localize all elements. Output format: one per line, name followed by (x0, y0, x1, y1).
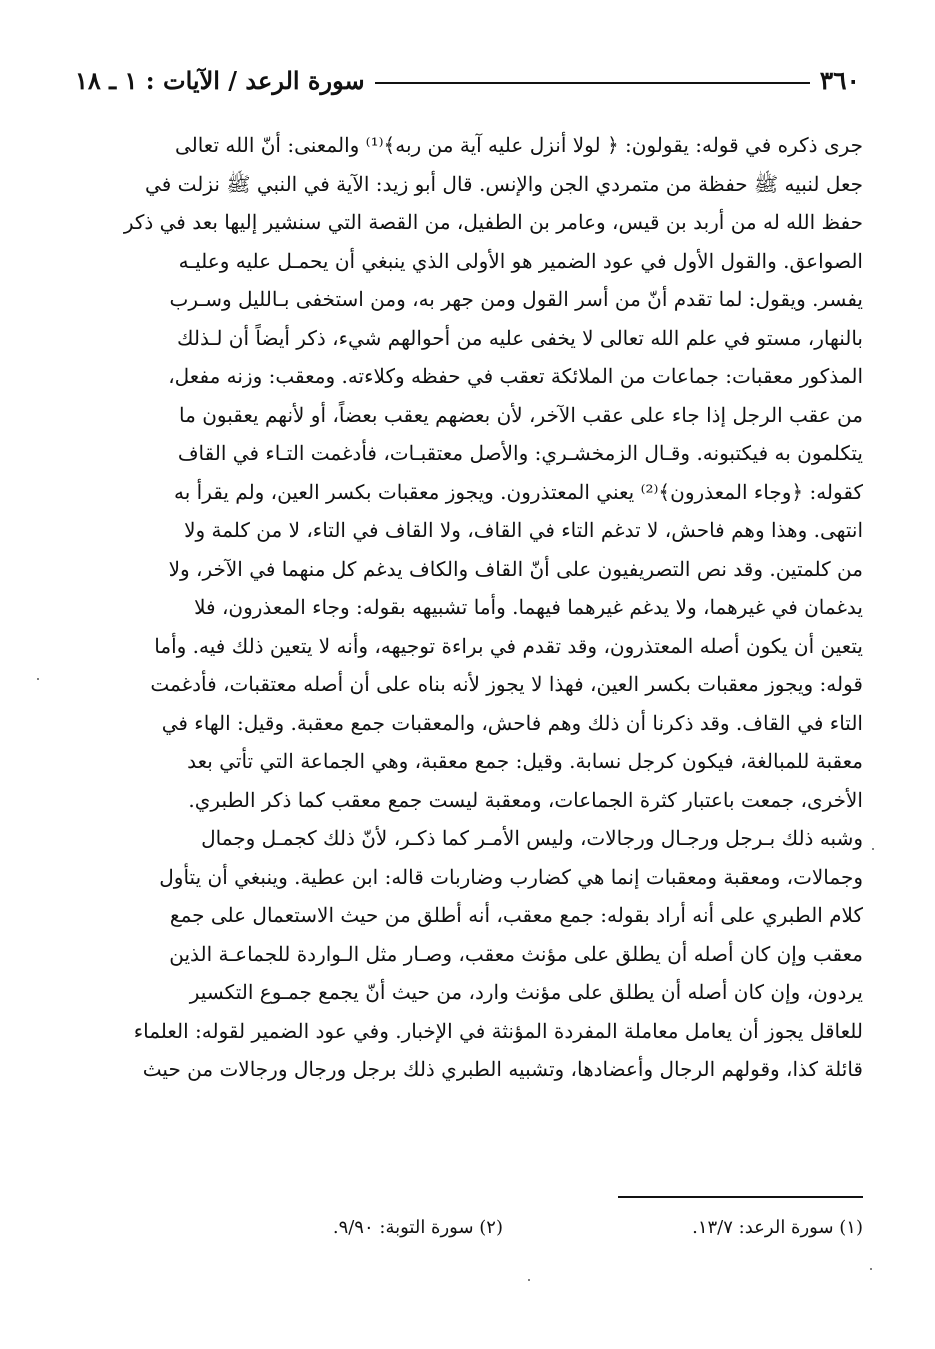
text-line: جرى ذكره في قوله: يقولون: ﴿ لولا أنزل عليه آية من ربه﴾⁽¹⁾ والمعنى: أنّ الله تعالى (174, 133, 863, 157)
body-text (78, 126, 863, 1089)
scan-speck (872, 848, 874, 850)
text-line: الصواعق. والقول الأول في عود الضمير هو الأولى الذي ينبغي أن يحمـل عليه وعليـه (178, 248, 863, 273)
text-line: بالنهار، مستو في علم الله تعالى لا يخفى عليه من أحوالهم شيء، ذكر أيضاً أن لـذلك (177, 325, 863, 350)
text-line: جعل لنبيه ﷺ حفظة من متمردي الجن والإنس. قال أبو زيد: الآية في النبي ﷺ نزلت في (145, 171, 863, 196)
page-header (75, 60, 860, 100)
text-line: يفسر. ويقول: لما تقدم أنّ من أسر القول ومن جهر به، ومن استخفى بـالليل وسـرب (169, 287, 863, 311)
running-title: سورة الرعد / الآيات : ١ ـ ١٨ (75, 65, 365, 95)
text-line: يتكلمون به فيكتبونه. وقـال الزمخشـري: والأصل معتقبـات، فأدغمت التـاء في القاف (177, 441, 863, 465)
text-line: يتعين أن يكون أصله المعتذرون، وقد تقدم في براءة توجيهه، وأنه لا يتعين ذلك فيه. وأما (154, 633, 863, 658)
text-line: وشبه ذلك بـرجل ورجـال ورجالات، وليس الأمـر كما ذكـر، لأنّ ذلك كجمـل وجمال (201, 826, 863, 850)
text-line: كقوله: ﴿وجاء المعذرون﴾⁽²⁾ يعني المعتذرون. ويجوز معقبات بكسر العين، ولم يقرأ به (173, 479, 863, 504)
scan-speck (870, 1268, 872, 1270)
footnote-separator (618, 1196, 863, 1198)
text-line: من عقب الرجل إذا جاء على عقب الآخر، لأن بعضهم يعقب بعضاً، أو لأنهم يعقبون ما (179, 402, 863, 427)
text-line: يدغمان في غيرهما، ولا يدغم غيرهما فيهما. وأما تشبيهه بقوله: وجاء المعذرون، فلا (194, 595, 863, 619)
text-line: كلام الطبري على أنه أراد بقوله: جمع معقب، أنه أطلق من حيث الاستعمال على جمع (169, 903, 863, 927)
text-line: من كلمتين. وقد نص التصريفيون على أنّ القاف والكاف يدغم كل منهما في الآخر، ولا (168, 556, 863, 581)
text-line: يردون، وإن كان أصله أن يطلق على مؤنث وارد، من حيث أنّ يجمع جمـوع التكسير (189, 980, 863, 1004)
text-line: للعاقل يجوز أن يعامل معاملة المفردة المؤنثة في الإخبار. وفي عود الضمير لقوله: العلماء (133, 1018, 863, 1043)
page-number: ٣٦٠ (819, 65, 860, 95)
footnote-1: (١) سورة الرعد: ١٣/٧. (692, 1216, 863, 1238)
text-line: قوله: ويجوز معقبات بكسر العين، فهذا لا يجوز لأنه بناه على أن أصله معتقبات، فأدغمت (150, 672, 863, 696)
text-line: معقبة للمبالغة، فيكون كرجل نسابة. وقيل: جمع معقبة، وهي الجماعة التي تأتي بعد (187, 749, 863, 773)
text-line: معقب وإن كان أصله أن يطلق على مؤنث معقب، وصـار مثل الـواردة للجماعـة الذين (169, 941, 863, 966)
text-line: قائلة كذا، وقولهم الرجال وأعضادها، وتشبيه الطبري ذلك برجل ورجال ورجالات من حيث (142, 1057, 863, 1081)
text-line: حفظ الله له من أربد بن قيس، وعامر بن الطفيل، من القصة التي سنشير إليها بعد في ذكر (123, 210, 863, 234)
text-line: المذكور معقبات: جماعات من الملائكة تعقب في حفظه وكلاءته. ومعقب: وزنه مفعل، (168, 364, 863, 388)
footnotes (78, 1212, 863, 1242)
header-rule (375, 82, 810, 84)
footnote-2: (٢) سورة التوبة: ٩/٩٠. (332, 1216, 503, 1238)
scan-speck (37, 678, 39, 680)
text-line: التاء في القاف. وقد ذكرنا أن ذلك وهم فاحش، والمعقبات جمع معقبة. وقيل: الهاء في (161, 710, 863, 735)
text-line: وجمالات، ومعقبة ومعقبات إنما هي كضارب وضاربات قاله: ابن عطية. وينبغي أن يتأول (159, 864, 863, 889)
scan-speck (528, 1279, 530, 1281)
text-line: انتهى. وهذا وهم فاحش، لا تدغم التاء في القاف، ولا القاف في التاء، لا من كلمة ولا (184, 518, 863, 542)
text-line: الأخرى، جمعت باعتبار كثرة الجماعات، ومعقبة ليست جمع معقب كما ذكر الطبري. (188, 787, 863, 812)
